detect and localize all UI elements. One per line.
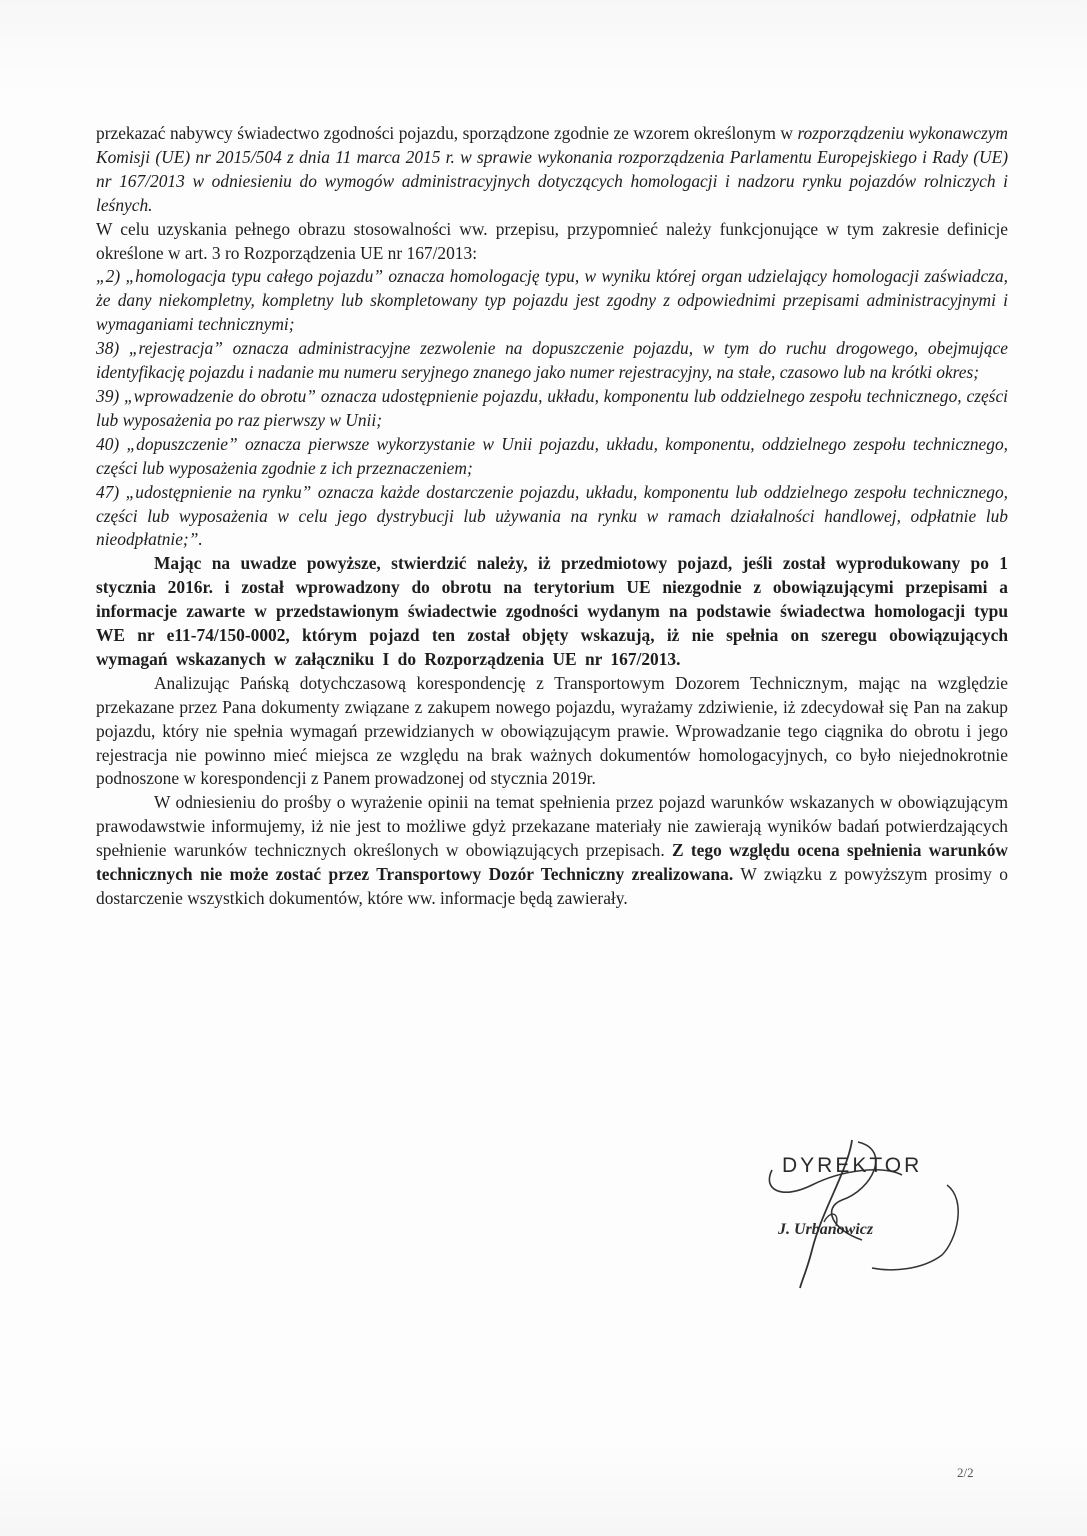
paragraph-5-plain-start: W odniesieniu do prośby o wyrażenie opinii na temat spełnienia przez pojazd warunków wskazanych w obowiązującym prawodawstwie informujemy, iż nie jest to możliwe gdyż przekazane materiały nie zawierają wyników badań potwierdzających spełnienie warunków technicznych określonych w obowiązujących przepisach. xyxy=(96,792,1008,861)
paragraph-5 xyxy=(96,791,1008,911)
paragraph-5-plain-end: W związku z powyższym prosimy o dostarczenie wszystkich dokumentów, które ww. informacje będą zawierały. xyxy=(96,864,1008,908)
paragraph-4: Analizując Pańską dotychczasową korespondencję z Transportowym Dozorem Technicznym, mając na względzie przekazane przez Pana dokumenty związane z zakupem nowego pojazdu, wyrażamy zdziwienie, iż zdecydował się Pan na zakup pojazdu, który nie spełnia wymagań przewidzianych w obowiązującym prawie. Wprowadzanie tego ciągnika do obrotu i jego rejestracja nie powinno mieć miejsca ze względu na brak ważnych dokumentów homologacyjnych, co było niejednokrotnie podnoszone w korespondencji z Panem prowadzonej od stycznia 2019r. xyxy=(96,672,1008,789)
paragraph-5-bold: Z tego względu ocena spełnienia warunków technicznych nie może zostać przez Transportowy Dozór Techniczny zrealizowana. xyxy=(96,840,1008,885)
paragraph-1-italic: rozporządzeniu wykonawczym Komisji (UE) nr 2015/504 z dnia 11 marca 2015 r. w sprawie wykonania rozporządzenia Parlamentu Europejskiego i Rady (UE) nr 167/2013 w odniesieniu do wymogów administracyjnych dotyczących homologacji i nadzoru rynku pojazdów rolniczych i leśnych. xyxy=(96,123,1008,215)
definition-item: „2) „homologacja typu całego pojazdu” oznacza homologację typu, w wyniku której organ udzielający homologacji zaświadcza, że dany niekompletny, kompletny lub skompletowany typ pojazdu jest zgodny z odpowiednimi przepisami administracyjnymi i wymaganiami technicznymi; xyxy=(96,266,1008,335)
paragraph-2: W celu uzyskania pełnego obrazu stosowalności ww. przepisu, przypomnieć należy funkcjonujące w tym zakresie definicje określone w art. 3 ro Rozporządzenia UE nr 167/2013: xyxy=(96,218,1008,263)
signature-title: DYREKTOR xyxy=(782,1154,923,1177)
letter-body xyxy=(96,122,1008,911)
definition-item: 39) „wprowadzenie do obrotu” oznacza udostępnienie pojazdu, układu, komponentu lub oddzielnego zespołu technicznego, części lub wyposażenia po raz pierwszy w Unii; xyxy=(96,385,1008,430)
paragraph-1-plain: przekazać nabywcy świadectwo zgodności pojazdu, sporządzone zgodnie ze wzorem określonym w xyxy=(96,123,798,143)
paragraph-1 xyxy=(96,122,1008,218)
definition-item: 40) „dopuszczenie” oznacza pierwsze wykorzystanie w Unii pojazdu, układu, komponentu, oddzielnego zespołu technicznego, części lub wyposażenia zgodnie z ich przeznaczeniem; xyxy=(96,433,1008,478)
signature-block xyxy=(752,1130,982,1290)
page-number: 2/2 xyxy=(957,1465,974,1480)
definition-item: 47) „udostępnienie na rynku” oznacza każde dostarczenie pojazdu, układu, komponentu lub oddzielnego zespołu technicznego, części lub wyposażenia w celu jego dystrybucji lub używania na rynku w ramach działalności handlowej, odpłatnie lub nieodpłatnie;”. xyxy=(96,481,1008,550)
definition-item: 38) „rejestracja” oznacza administracyjne zezwolenie na dopuszczenie pojazdu, w tym do ruchu drogowego, obejmujące identyfikację pojazdu i nadanie mu numeru seryjnego znanego jako numer rejestracyjny, na stałe, czasowo lub na krótki okres; xyxy=(96,338,1008,383)
signature-name: J. Urbanowicz xyxy=(778,1221,874,1238)
definitions-list xyxy=(96,265,1008,552)
paragraph-bold-conclusion: Mając na uwadze powyższe, stwierdzić należy, iż przedmiotowy pojazd, jeśli został wyprodukowany po 1 stycznia 2016r. i został wprowadzony do obrotu na terytorium UE niezgodnie z obowiązującymi przepisami a informacje zawarte w przedstawionym świadectwie zgodności wydanym na podstawie świadectwa homologacji typu WE nr e11-74/150-0002, którym pojazd ten został objęty wskazują, iż nie spełnia on szeregu obowiązujących wymagań wskazanych w załączniku I do Rozporządzenia UE nr 167/2013. xyxy=(96,553,1008,669)
